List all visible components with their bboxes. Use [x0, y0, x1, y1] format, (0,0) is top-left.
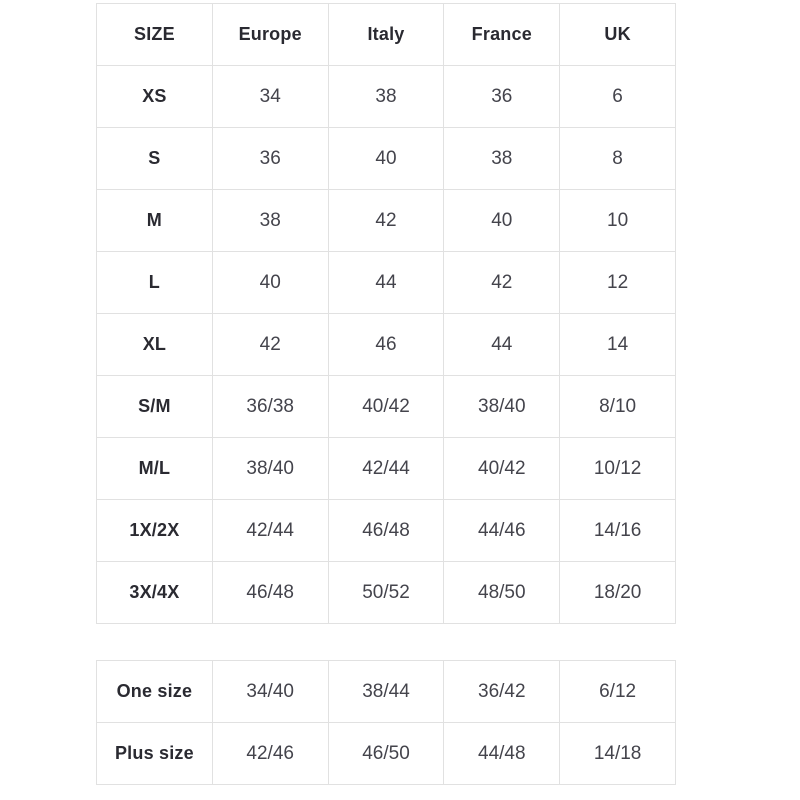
france-value: 44/46	[444, 500, 560, 562]
size-label: One size	[97, 661, 213, 723]
size-label: Plus size	[97, 723, 213, 785]
header-row	[97, 4, 676, 66]
europe-value: 42/44	[212, 500, 328, 562]
column-header-italy: Italy	[328, 4, 444, 66]
uk-value: 14	[560, 314, 676, 376]
italy-value: 40	[328, 128, 444, 190]
table-row	[97, 66, 676, 128]
europe-value: 42	[212, 314, 328, 376]
size-label: XS	[97, 66, 213, 128]
table-row	[97, 314, 676, 376]
size-label: XL	[97, 314, 213, 376]
size-label: M/L	[97, 438, 213, 500]
size-conversion-table	[96, 3, 676, 624]
italy-value: 42	[328, 190, 444, 252]
italy-value: 46/50	[328, 723, 444, 785]
column-header-uk: UK	[560, 4, 676, 66]
italy-value: 50/52	[328, 562, 444, 624]
uk-value: 8	[560, 128, 676, 190]
europe-value: 36/38	[212, 376, 328, 438]
europe-value: 46/48	[212, 562, 328, 624]
uk-value: 14/18	[560, 723, 676, 785]
europe-value: 36	[212, 128, 328, 190]
europe-value: 38/40	[212, 438, 328, 500]
france-value: 42	[444, 252, 560, 314]
france-value: 40	[444, 190, 560, 252]
table-row	[97, 500, 676, 562]
special-size-table	[96, 660, 676, 785]
column-header-europe: Europe	[212, 4, 328, 66]
france-value: 38	[444, 128, 560, 190]
france-value: 36	[444, 66, 560, 128]
uk-value: 6/12	[560, 661, 676, 723]
france-value: 38/40	[444, 376, 560, 438]
uk-value: 14/16	[560, 500, 676, 562]
size-label: M	[97, 190, 213, 252]
france-value: 48/50	[444, 562, 560, 624]
table-row	[97, 252, 676, 314]
size-label: S/M	[97, 376, 213, 438]
table-gap	[96, 624, 676, 660]
europe-value: 38	[212, 190, 328, 252]
uk-value: 18/20	[560, 562, 676, 624]
tables-wrap	[96, 3, 676, 785]
europe-value: 34	[212, 66, 328, 128]
uk-value: 10	[560, 190, 676, 252]
italy-value: 46/48	[328, 500, 444, 562]
italy-value: 44	[328, 252, 444, 314]
uk-value: 6	[560, 66, 676, 128]
table-row	[97, 661, 676, 723]
size-label: S	[97, 128, 213, 190]
table-row	[97, 562, 676, 624]
italy-value: 42/44	[328, 438, 444, 500]
france-value: 40/42	[444, 438, 560, 500]
size-label: 1X/2X	[97, 500, 213, 562]
uk-value: 12	[560, 252, 676, 314]
europe-value: 34/40	[212, 661, 328, 723]
table-row	[97, 128, 676, 190]
size-label: L	[97, 252, 213, 314]
france-value: 36/42	[444, 661, 560, 723]
column-header-france: France	[444, 4, 560, 66]
table-row	[97, 723, 676, 785]
uk-value: 10/12	[560, 438, 676, 500]
europe-value: 42/46	[212, 723, 328, 785]
italy-value: 40/42	[328, 376, 444, 438]
table-row	[97, 190, 676, 252]
france-value: 44/48	[444, 723, 560, 785]
uk-value: 8/10	[560, 376, 676, 438]
italy-value: 38/44	[328, 661, 444, 723]
europe-value: 40	[212, 252, 328, 314]
italy-value: 38	[328, 66, 444, 128]
size-label: 3X/4X	[97, 562, 213, 624]
france-value: 44	[444, 314, 560, 376]
table-row	[97, 438, 676, 500]
italy-value: 46	[328, 314, 444, 376]
table-row	[97, 376, 676, 438]
column-header-size: SIZE	[97, 4, 213, 66]
